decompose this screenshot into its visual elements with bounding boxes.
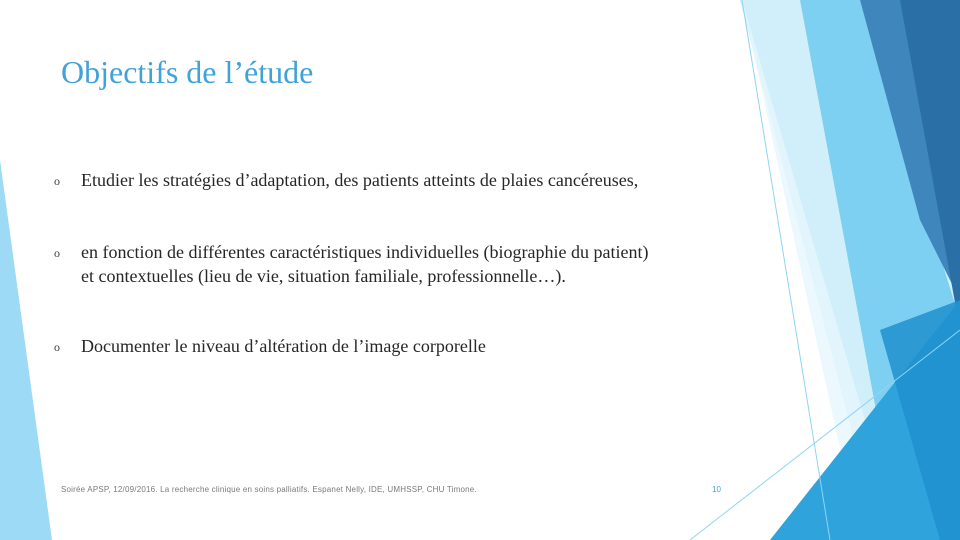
bullet-marker: o (54, 174, 60, 188)
bullet-marker: o (54, 340, 60, 354)
slide-title: Objectifs de l’étude (61, 54, 314, 90)
slide-footer: Soirée APSP, 12/09/2016. La recherche clinique en soins palliatifs. Espanet Nelly, IDE, UMHSSP, CHU Timone. (61, 485, 477, 494)
page-number: 10 (712, 485, 721, 494)
bullet-text-line: en fonction de différentes caractéristiques individuelles (biographie du patient) (81, 242, 649, 262)
left-edge-triangle (0, 160, 52, 540)
bullet-text-line: Etudier les stratégies d’adaptation, des patients atteints de plaies cancéreuses, (81, 170, 639, 190)
bullet-item (54, 168, 734, 192)
bullet-marker: o (54, 246, 60, 260)
bullet-list (54, 168, 734, 358)
bullet-item (54, 334, 734, 358)
bullet-item (54, 240, 734, 288)
bullet-text-line: et contextuelles (lieu de vie, situation familiale, professionnelle…). (81, 266, 566, 286)
bullet-text-line: Documenter le niveau d’altération de l’image corporelle (81, 336, 486, 356)
